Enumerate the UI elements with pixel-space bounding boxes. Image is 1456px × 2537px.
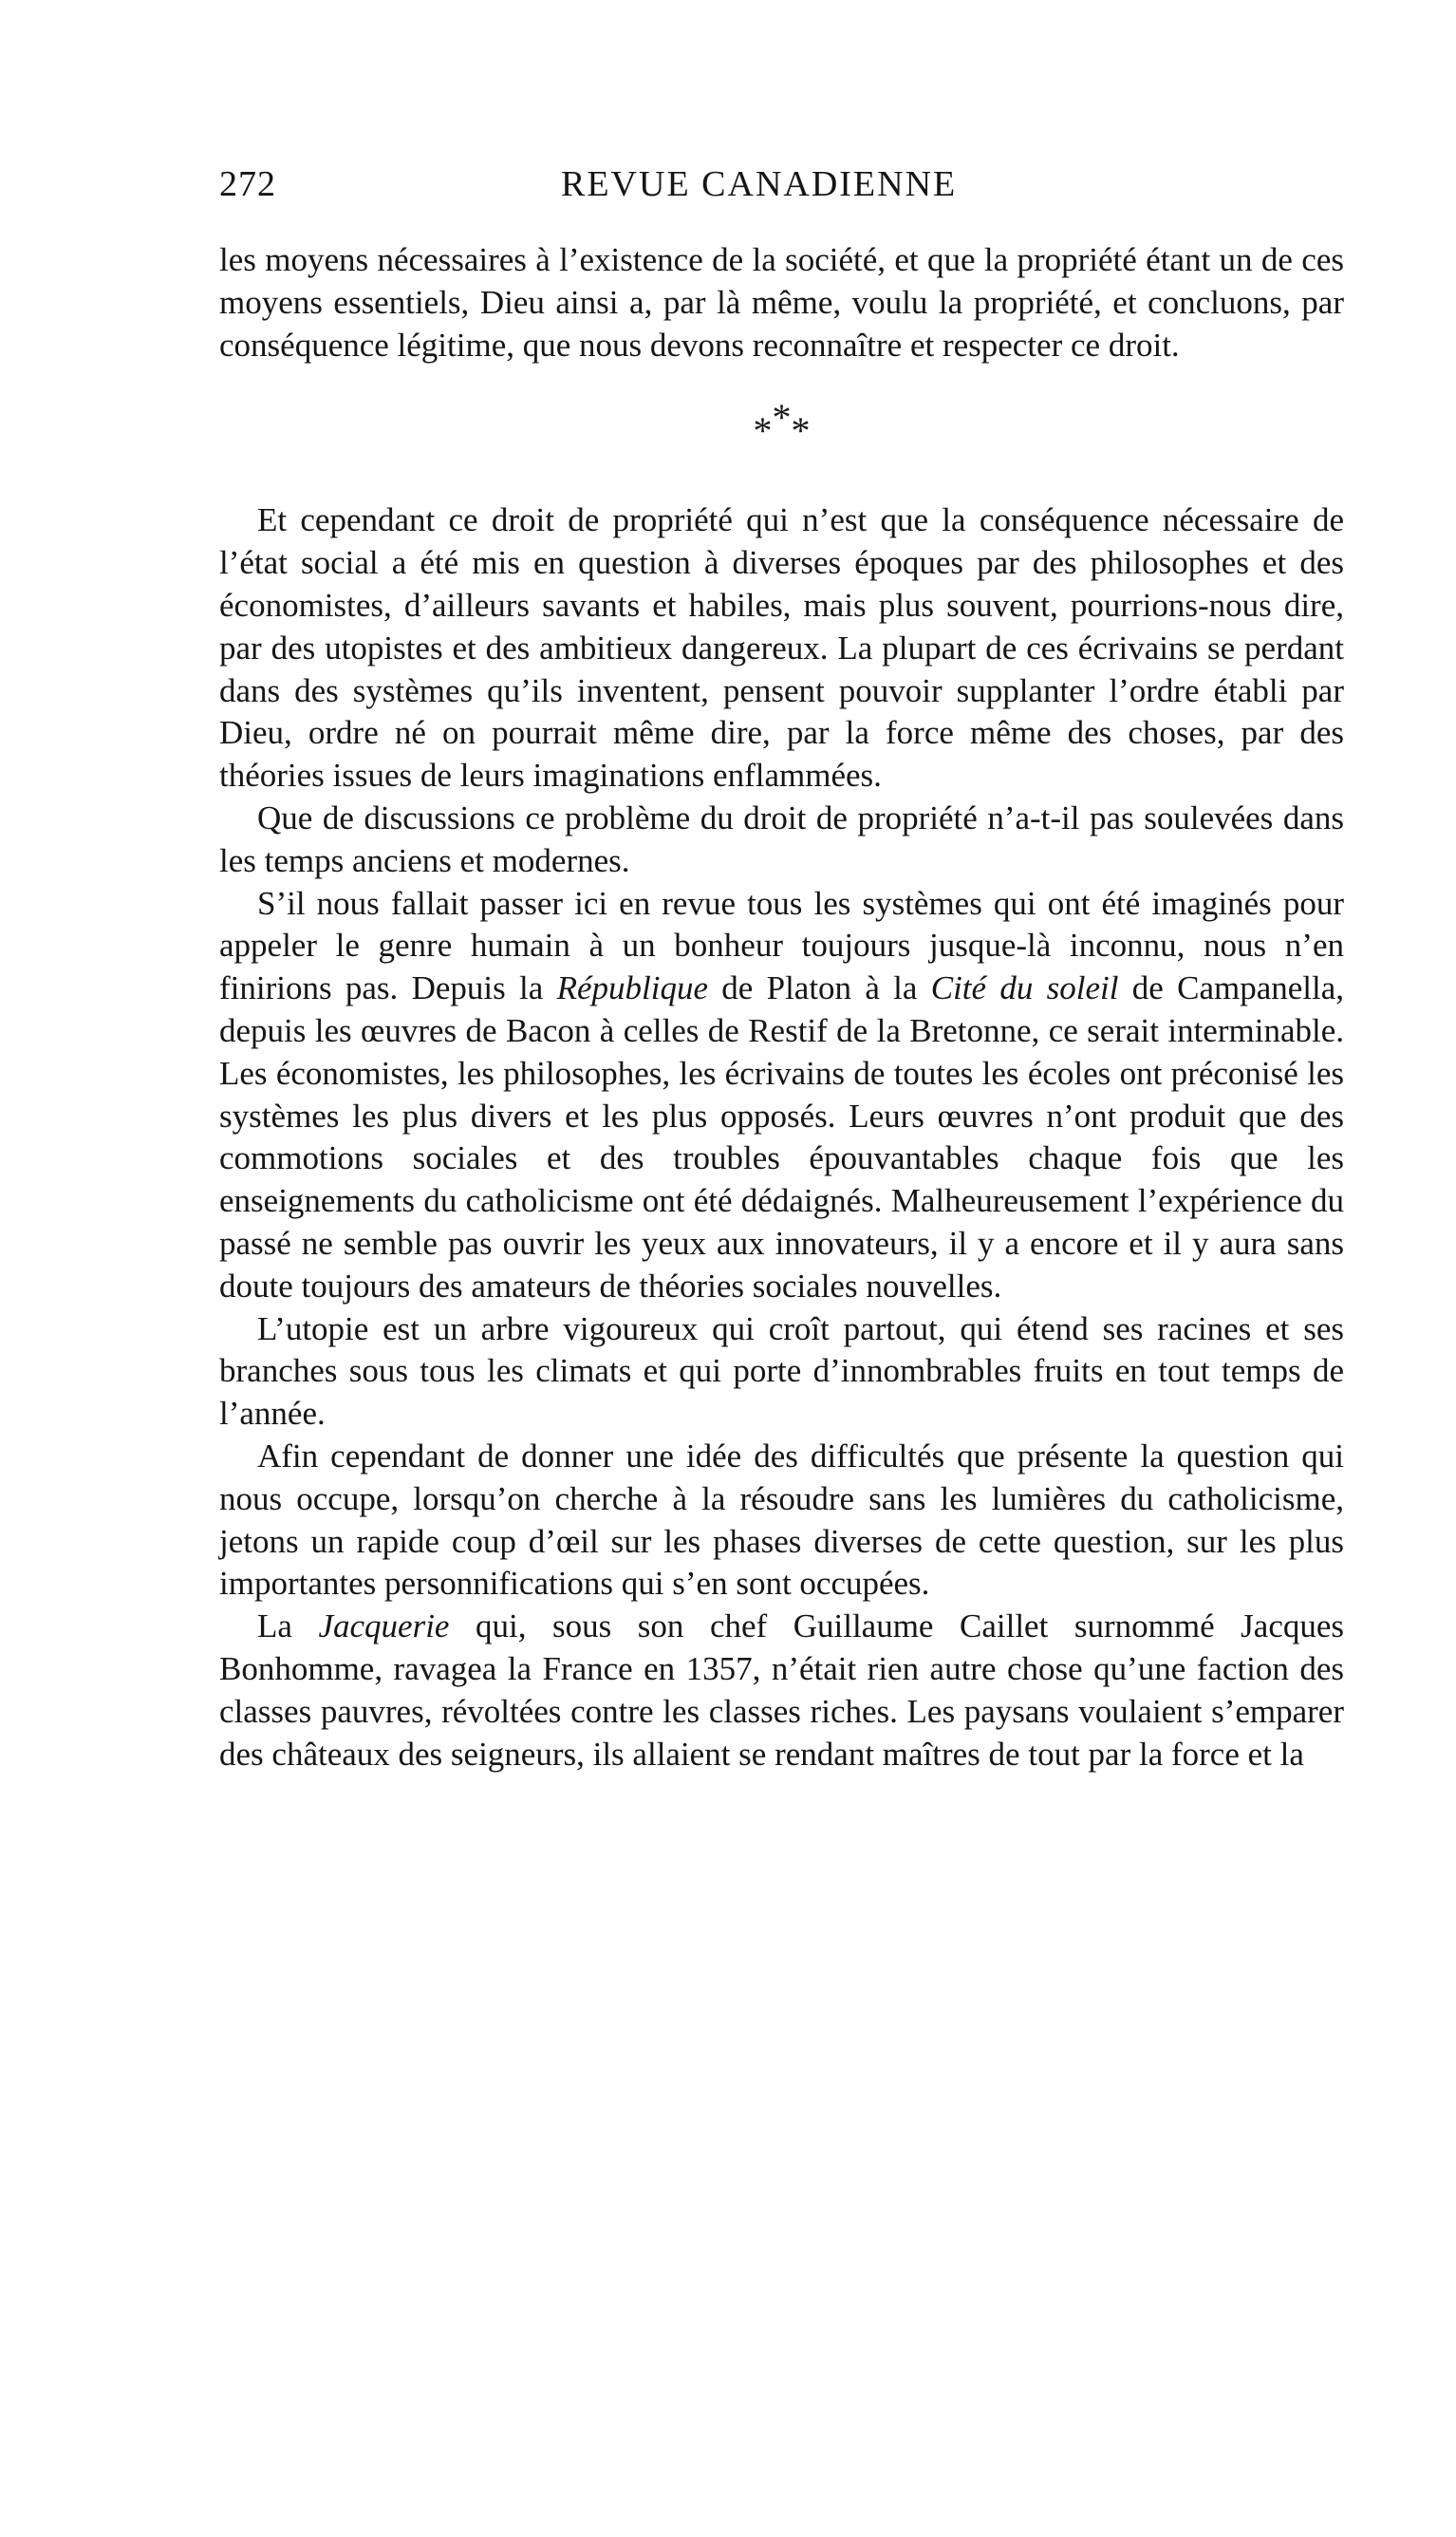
paragraph-droit-de-propriete: Et cependant ce droit de propriété qui n’est que la conséquence nécessaire de l’état social a été mis en question à diverses époques par des philosophes et des économistes, d’ailleurs savants et habiles, mais plus souvent, pourrions-nous dire, par des utopistes et des ambitieux dangereux. La plupart de ces écrivains se perdant dans des systèmes qu’ils inventent, pensent pouvoir supplanter l’ordre établi par Dieu, ordre né on pourrait même dire, par la force même des choses, par des théories issues de leurs imaginations enflammées.: [219, 501, 1344, 795]
asterism-star-top: *: [772, 396, 792, 440]
paragraph-jacquerie: [219, 1606, 1344, 1776]
asterism-star-left: *: [753, 409, 773, 453]
paragraph-systemes: [219, 883, 1344, 1308]
italic-title-republique: République: [556, 969, 708, 1007]
text-run: de Platon à la: [708, 969, 931, 1007]
asterism-star-right: *: [791, 409, 811, 453]
paragraph-difficultes: Afin cependant de donner une idée des difficultés que présente la question qui nous occupe, lorsqu’on cherche à la résoudre sans les lumières du catholicisme, jetons un rapide coup d’œil sur les phases diverses de cette question, sur les plus importantes personnifications qui s’en sont occupées.: [219, 1437, 1344, 1603]
paragraph-utopie: L’utopie est un arbre vigoureux qui croît partout, qui étend ses racines et ses branches sous tous les climats et qui porte d’innombrables fruits en tout temps de l’année.: [219, 1309, 1344, 1433]
body-text: [219, 239, 1344, 1776]
paragraph-continued: les moyens nécessaires à l’existence de la société, et que la propriété étant un de ces moyens essentiels, Dieu ainsi a, par là même, voulu la propriété, et concluons, par conséquence légitime, que nous devons reconnaître et respecter ce droit.: [219, 241, 1344, 364]
text-run: S’il nous fallait passer ici en revue tous les systèmes qui ont été imaginés pour appeler le genre humain à un bonheur toujours jusque-là inconnu, nous n’en finirions pas. Depuis la: [219, 884, 1344, 1007]
text-run: La: [257, 1607, 319, 1645]
italic-term-jacquerie: Jacquerie: [318, 1607, 450, 1645]
page-header: [219, 163, 1344, 220]
text-run: qui, sous son chef Guillaume Caillet surnommé Jacques Bonhomme, ravagea la France en 1357, n’était rien autre chose qu’une faction des classes pauvres, révoltées contre les classes riches. Les paysans voulaient s’emparer des châteaux des seigneurs, ils allaient se rendant maîtres de tout par la force et la: [219, 1607, 1345, 1773]
paragraph-discussions: Que de discussions ce problème du droit de propriété n’a-t-il pas soulevées dans les temps anciens et modernes.: [219, 799, 1344, 879]
text-run: de Campanella, depuis les œuvres de Bacon à celles de Restif de la Bretonne, ce serait interminable. Les économistes, les philosophes, les écrivains de toutes les écoles ont préconisé les systèmes les plus divers et les plus opposés. Leurs œuvres n’ont produit que des commotions sociales et des troubles épouvantables chaque fois que les enseignements du catholicisme ont été dédaignés. Malheureusement l’expérience du passé ne semble pas ouvrir les yeux aux innovateurs, il y a encore et il y aura sans doute toujours des amateurs de théories sociales nouvelles.: [219, 969, 1345, 1305]
asterism-separator: [219, 366, 1344, 499]
running-title: REVUE CANADIENNE: [561, 164, 958, 204]
italic-title-cite-du-soleil: Cité du soleil: [930, 969, 1119, 1007]
page-number: 272: [219, 164, 276, 204]
